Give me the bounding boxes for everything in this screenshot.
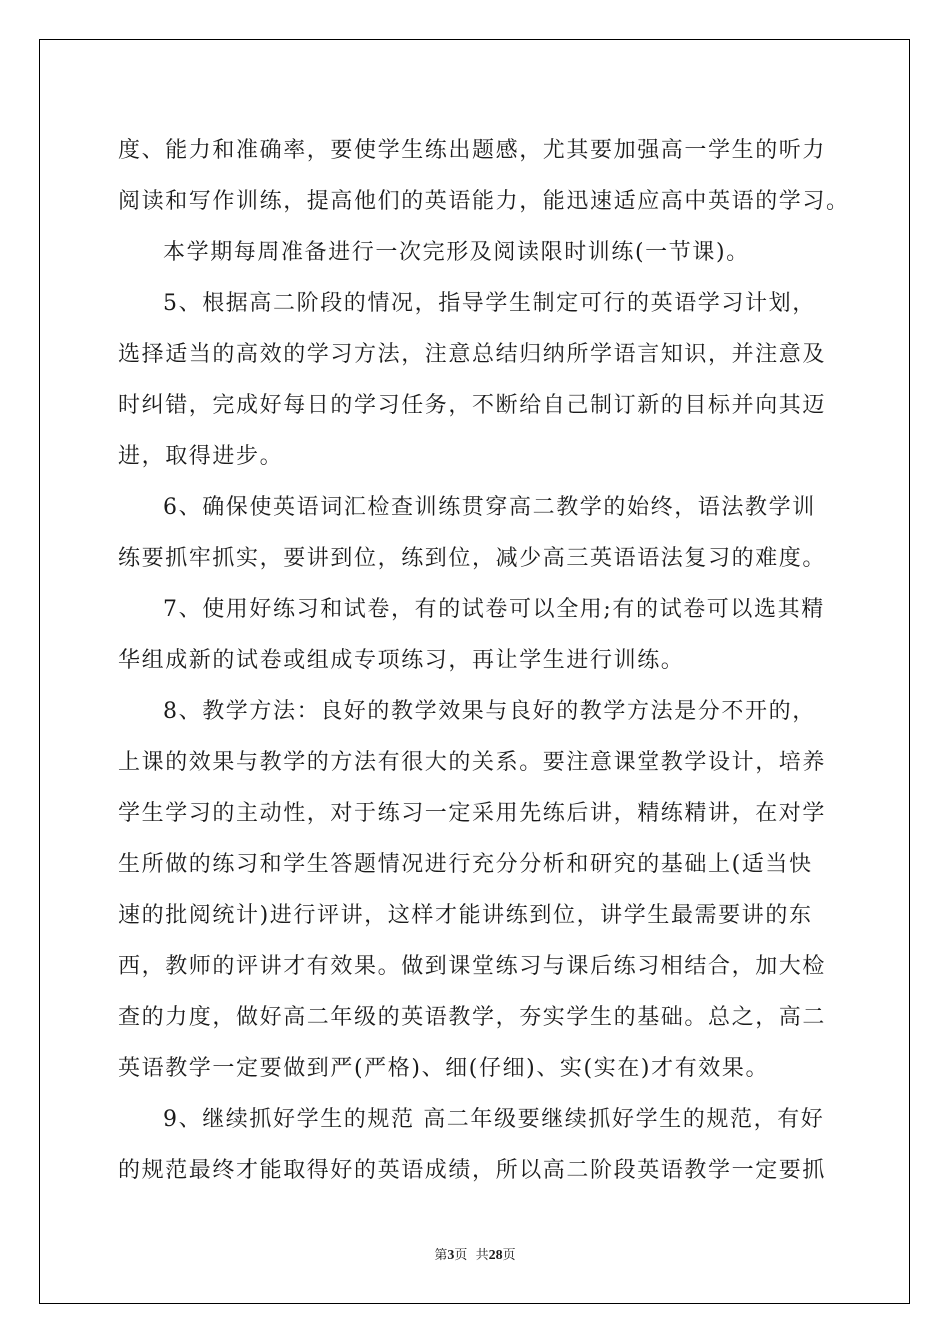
text-line: 华组成新的试卷或组成专项练习，再让学生进行训练。 [118, 648, 685, 673]
text-line: 6、确保使英语词汇检查训练贯穿高二教学的始终，语法教学训 [163, 495, 816, 520]
text-line: 度、能力和准确率，要使学生练出题感，尤其要加强高一学生的听力 [118, 138, 827, 163]
footer-middle: 页 共 [454, 1248, 489, 1263]
text-line: 阅读和写作训练，提高他们的英语能力，能迅速适应高中英语的学习。 [118, 189, 850, 214]
text-line: 9、继续抓好学生的规范 高二年级要继续抓好学生的规范，有好 [163, 1107, 825, 1132]
text-line: 速的批阅统计)进行评讲，这样才能讲练到位，讲学生最需要讲的东 [118, 903, 813, 928]
page-footer [0, 1247, 950, 1265]
text-line: 8、教学方法：良好的教学效果与良好的教学方法是分不开的， [163, 699, 816, 724]
text-line: 5、根据高二阶段的情况，指导学生制定可行的英语学习计划， [163, 291, 816, 316]
text-line: 选择适当的高效的学习方法，注意总结归纳所学语言知识，并注意及 [118, 342, 827, 367]
text-line: 生所做的练习和学生答题情况进行充分分析和研究的基础上(适当快 [118, 852, 813, 877]
footer-prefix: 第 [434, 1248, 448, 1263]
text-line: 上课的效果与教学的方法有很大的关系。要注意课堂教学设计，培养 [118, 750, 827, 775]
text-line: 时纠错，完成好每日的学习任务，不断给自己制订新的目标并向其迈 [118, 393, 827, 418]
text-line: 进，取得进步。 [118, 444, 284, 469]
total-page-count: 28 [488, 1248, 503, 1263]
text-line: 西，教师的评讲才有效果。做到课堂练习与课后练习相结合，加大检 [118, 954, 827, 979]
text-line: 英语教学一定要做到严(严格)、细(仔细)、实(实在)才有效果。 [118, 1056, 770, 1081]
footer-suffix: 页 [502, 1248, 516, 1263]
text-line: 7、使用好练习和试卷，有的试卷可以全用;有的试卷可以选其精 [163, 597, 825, 622]
text-line: 本学期每周准备进行一次完形及阅读限时训练(一节课)。 [163, 240, 750, 265]
text-line: 的规范最终才能取得好的英语成绩，所以高二阶段英语教学一定要抓 [118, 1158, 827, 1183]
text-line: 学生学习的主动性，对于练习一定采用先练后讲，精练精讲，在对学 [118, 801, 827, 826]
current-page-number: 3 [447, 1248, 455, 1263]
text-line: 查的力度，做好高二年级的英语教学，夯实学生的基础。总之，高二 [118, 1005, 827, 1030]
text-line: 练要抓牢抓实，要讲到位，练到位，减少高三英语语法复习的难度。 [118, 546, 827, 571]
